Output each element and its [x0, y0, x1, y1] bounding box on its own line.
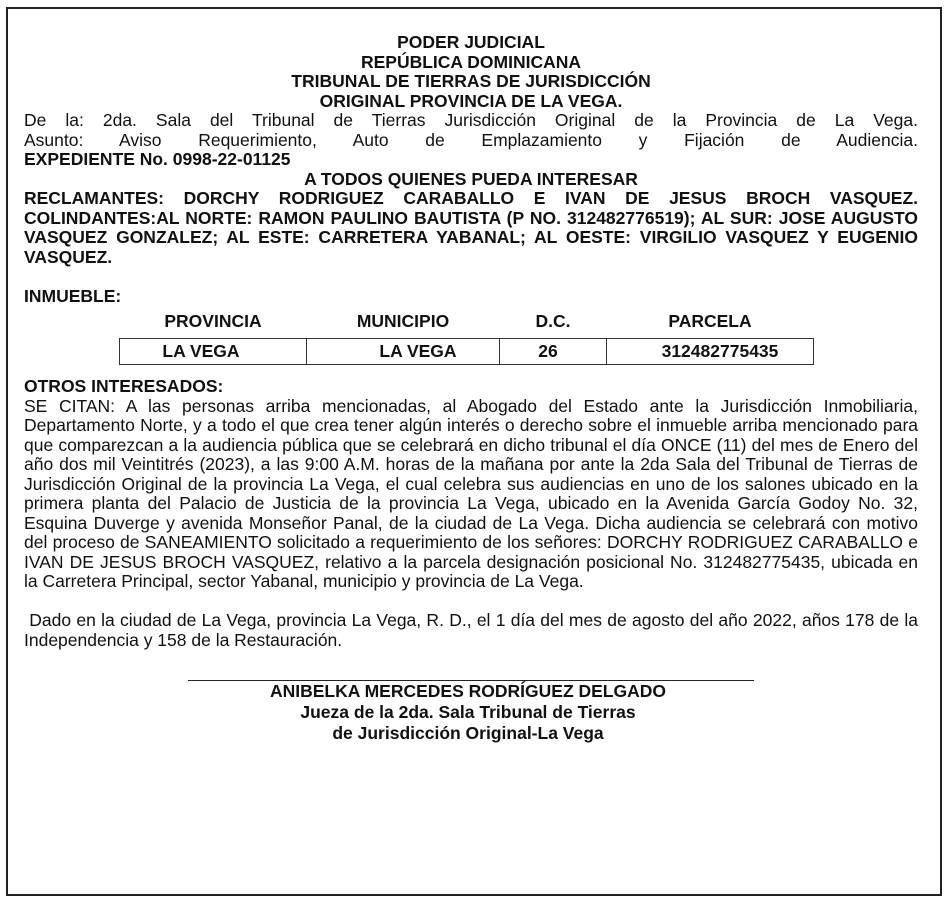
col-dc: D.C.: [535, 311, 571, 331]
table-row: [120, 338, 814, 365]
header-line-2: REPÚBLICA DOMINICANA: [360, 51, 582, 72]
to-all-heading: A TODOS QUIENES PUEDA INTERESAR: [304, 168, 638, 189]
cell-parcela: 312482775435: [607, 338, 814, 365]
otros-label: OTROS INTERESADOS:: [24, 376, 224, 396]
table-header-row: [120, 312, 814, 338]
col-parcela: PARCELA: [668, 311, 752, 331]
body-text: SE CITAN: A las personas arriba mencionadas, al Abogado del Estado ante la Jurisdicción Inmobiliaria, Departamento Norte, y a todo el que crea tener algún interés o derecho sobre el inmueble arriba mencionado para que comparezcan a la audiencia pública que se celebrará en dicho tribunal el día ONCE (11) del mes de Enero del año dos mil Veintitrés (2023), a las 9:00 A.M. horas de la mañana por ante la 2da Sala del Tribunal de Tierras de Jurisdicción Original de la provincia La Vega, el cual celebra sus audiencias en uno de los salones ubicado en la primera planta del Palacio de Justicia de la provincia La Vega, ubicado en la Avenida García Godoy No. 32, Esquina Duverge y avenida Monseñor Panal, de la ciudad de La Vega. Dicha audiencia se celebrará con motivo del proceso de SANEAMIENTO solicitado a requerimiento de los señores: DORCHY RODRIGUEZ CARABALLO e IVAN DE JESUS BROCH VASQUEZ, relativo a la parcela designación posicional No. 312482775435, ubicada en la Carretera Principal, sector Yabanal, municipio y provincia de La Vega.: [24, 395, 918, 591]
col-municipio: MUNICIPIO: [356, 311, 450, 331]
header-line-4: ORIGINAL PROVINCIA DE LA VEGA.: [319, 90, 623, 111]
signature-title-2: de Jurisdicción Original-La Vega: [332, 723, 604, 743]
property-table: [119, 312, 814, 365]
cell-dc: 26: [500, 338, 607, 365]
inmueble-label: INMUEBLE:: [24, 285, 122, 306]
from-line: De la: 2da. Sala del Tribunal de Tierras Jurisdicción Original de la Provincia de La Vega.: [24, 110, 918, 130]
reclamantes: RECLAMANTES: DORCHY RODRIGUEZ CARABALLO E IVAN DE JESUS BROCH VASQUEZ. COLINDANTES:AL NORTE: RAMON PAULINO BAUTISTA (P NO. 312482776519); AL SUR: JOSE AUGUSTO VASQUEZ GONZALEZ; AL ESTE: CARRETERA YABANAL; AL OESTE: VIRGILIO VASQUEZ Y EUGENIO VASQUEZ.: [24, 188, 918, 267]
dado-text: Dado en la ciudad de La Vega, provincia La Vega, R. D., el 1 día del mes de agosto del año 2022, años 178 de la Independencia y 158 de la Restauración.: [24, 610, 923, 650]
subject-line: Asunto: Aviso Requerimiento, Auto de Emplazamiento y Fijación de Audiencia.: [24, 129, 918, 150]
signature-title-1: Jueza de la 2da. Sala Tribunal de Tierras: [300, 702, 636, 722]
cell-provincia: LA VEGA: [120, 338, 307, 365]
header-line-1: PODER JUDICIAL: [397, 32, 545, 52]
legal-notice: [24, 32, 923, 744]
col-provincia: PROVINCIA: [164, 311, 262, 331]
cell-municipio: LA VEGA: [307, 338, 500, 365]
expediente: EXPEDIENTE No. 0998-22-01125: [24, 149, 291, 169]
signature-name: ANIBELKA MERCEDES RODRÍGUEZ DELGADO: [269, 681, 667, 701]
header-line-3: TRIBUNAL DE TIERRAS DE JURISDICCIÓN: [291, 71, 651, 91]
